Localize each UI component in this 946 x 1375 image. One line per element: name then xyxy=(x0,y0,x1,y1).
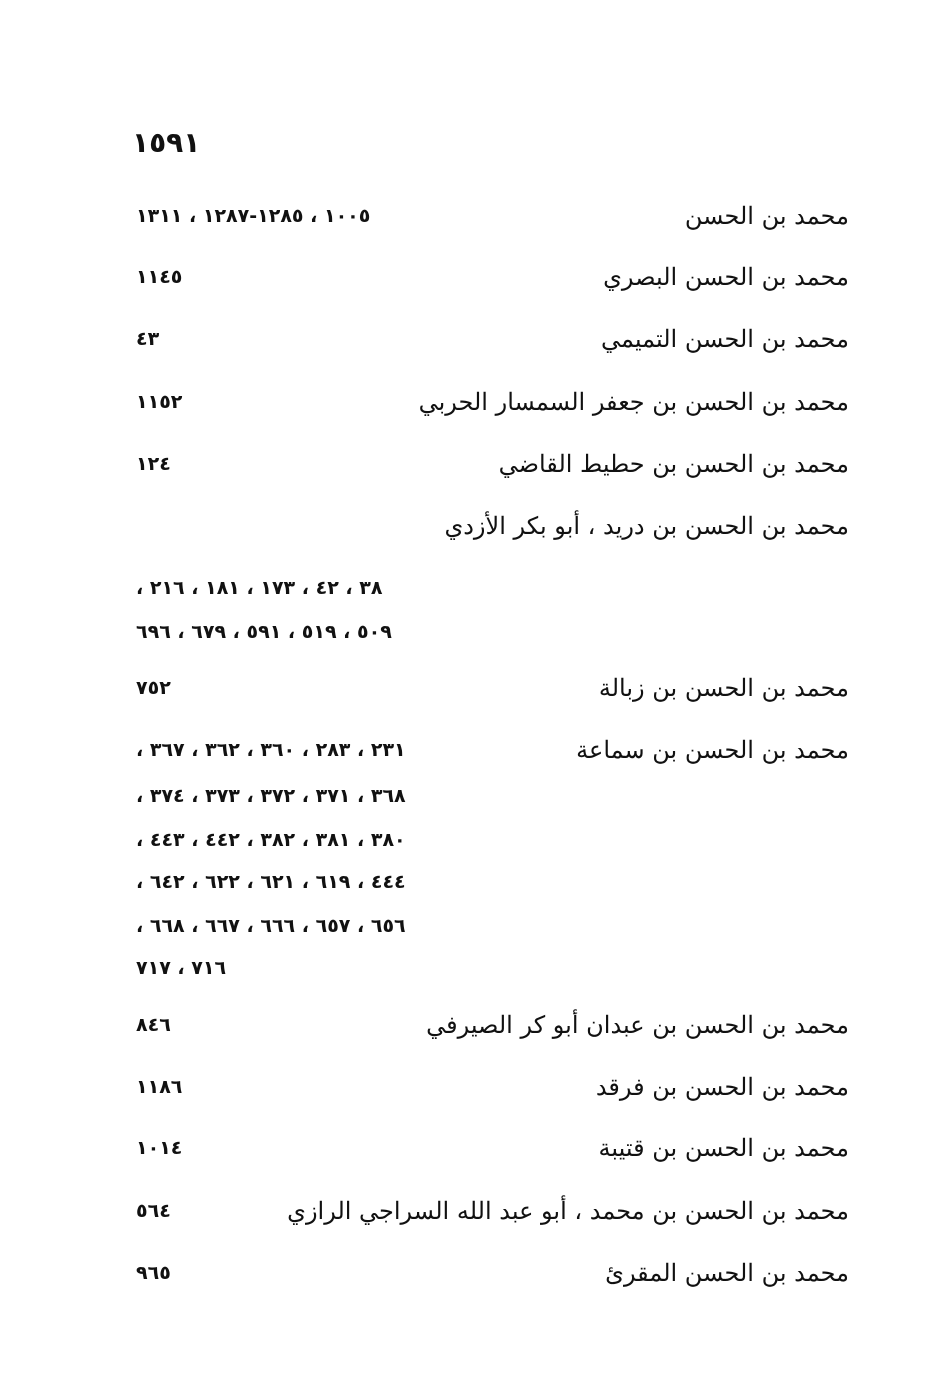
entry-name: محمد بن الحسن xyxy=(684,202,849,230)
index-entry xyxy=(0,1130,946,1170)
index-entry xyxy=(0,508,946,548)
index-entry xyxy=(0,384,946,424)
index-entry xyxy=(0,198,946,238)
entry-refs: ٧٥٢ xyxy=(136,677,171,699)
entry-refs: ٩٦٥ xyxy=(136,1262,171,1284)
index-entry xyxy=(0,1255,946,1295)
entry-name: محمد بن الحسن بن قتيبة xyxy=(598,1134,849,1162)
entry-name: محمد بن الحسن بن سماعة xyxy=(576,736,849,764)
index-entry xyxy=(0,1193,946,1233)
entry-refs: ٧١٦ ، ٧١٧ xyxy=(136,957,227,979)
entry-name: محمد بن الحسن بن دريد ، أبو بكر الأزدي xyxy=(444,512,849,540)
entry-refs: ٨٤٦ xyxy=(136,1014,171,1036)
entry-refs: ٢٣١ ، ٢٨٣ ، ٣٦٠ ، ٣٦٢ ، ٣٦٧ ، xyxy=(136,739,406,761)
index-entry-continuation xyxy=(0,570,946,610)
entry-refs: ٣٦٨ ، ٣٧١ ، ٣٧٢ ، ٣٧٣ ، ٣٧٤ ، xyxy=(136,785,406,807)
entry-refs: ٦٥٦ ، ٦٥٧ ، ٦٦٦ ، ٦٦٧ ، ٦٦٨ ، xyxy=(136,915,406,937)
index-entry-continuation xyxy=(0,908,946,948)
entry-name: محمد بن الحسن بن فرقد xyxy=(595,1073,849,1101)
entry-refs: ١١٨٦ xyxy=(136,1076,183,1098)
index-entry-continuation xyxy=(0,950,946,990)
entry-refs: ١٠٠٥ ، ١٢٨٥-١٢٨٧ ، ١٣١١ xyxy=(136,205,371,227)
entry-refs: ٥٦٤ xyxy=(136,1200,171,1222)
entry-refs: ١١٥٢ xyxy=(136,391,183,413)
index-entry xyxy=(0,446,946,486)
index-entry-continuation xyxy=(0,778,946,818)
entry-refs: ٤٣ xyxy=(136,328,160,350)
page-number: ١٥٩١ xyxy=(132,126,201,159)
index-entry xyxy=(0,1007,946,1047)
entry-refs: ١١٤٥ xyxy=(136,266,183,288)
entry-name: محمد بن الحسن التميمي xyxy=(600,325,849,353)
entry-refs: ١٠١٤ xyxy=(136,1137,183,1159)
entry-name: محمد بن الحسن البصري xyxy=(603,263,849,291)
index-entry xyxy=(0,321,946,361)
entry-name: محمد بن الحسن المقرئ xyxy=(605,1259,849,1287)
index-entry-continuation xyxy=(0,864,946,904)
entry-refs: ١٢٤ xyxy=(136,453,171,475)
entry-name: محمد بن الحسن بن عبدان أبو كر الصيرفي xyxy=(426,1011,849,1039)
entry-refs: ٥٠٩ ، ٥١٩ ، ٥٩١ ، ٦٧٩ ، ٦٩٦ xyxy=(136,621,392,643)
index-entry xyxy=(0,1069,946,1109)
index-entry xyxy=(0,670,946,710)
entry-name: محمد بن الحسن بن حطيط القاضي xyxy=(498,450,849,478)
index-entry-continuation xyxy=(0,614,946,654)
entry-name: محمد بن الحسن بن محمد ، أبو عبد الله السراجي الرازي xyxy=(287,1197,849,1225)
entry-name: محمد بن الحسن بن زبالة xyxy=(598,674,849,702)
entry-refs: ٤٤٤ ، ٦١٩ ، ٦٢١ ، ٦٢٢ ، ٦٤٢ ، xyxy=(136,871,406,893)
entry-refs: ٣٨ ، ٤٢ ، ١٧٣ ، ١٨١ ، ٢١٦ ، xyxy=(136,577,383,599)
entry-refs: ٣٨٠ ، ٣٨١ ، ٣٨٢ ، ٤٤٢ ، ٤٤٣ ، xyxy=(136,829,406,851)
index-entry-continuation xyxy=(0,822,946,862)
index-entry xyxy=(0,259,946,299)
entry-name: محمد بن الحسن بن جعفر السمسار الحربي xyxy=(418,388,849,416)
index-entry xyxy=(0,732,946,772)
